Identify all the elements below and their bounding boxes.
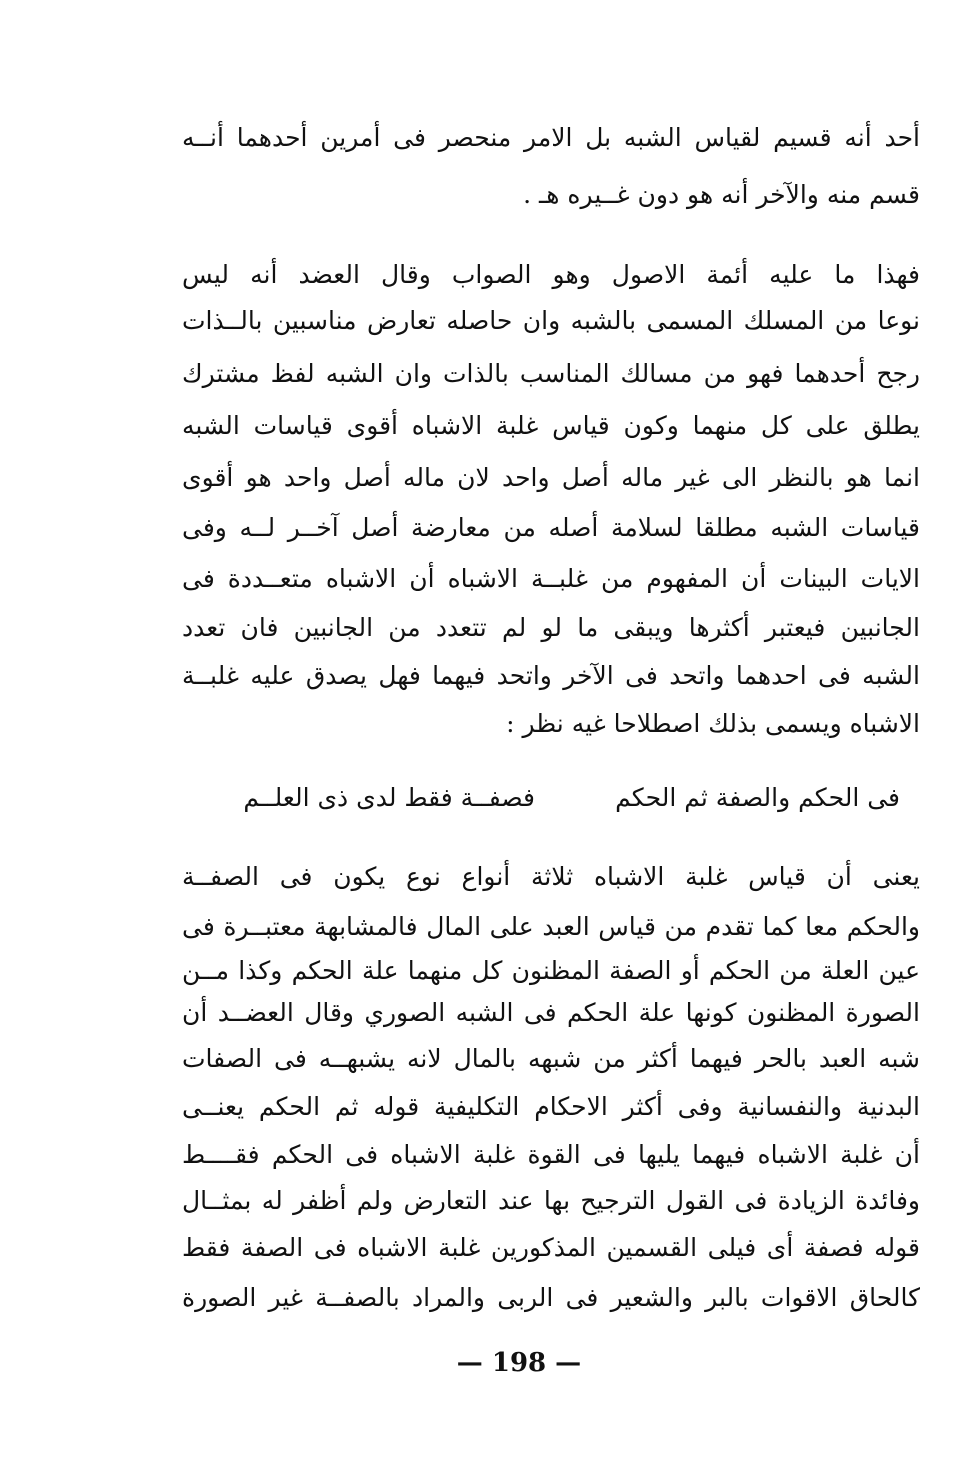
text-line: الجانبين فيعتبر أكثرها ويبقى ما لو لم تتعدد من الجانبين فان تعدد <box>182 613 920 642</box>
verse <box>200 776 900 820</box>
text-line: شبه العبد بالحر فيهما أكثر من شبهه بالمال لانه يشبهــه فى الصفات <box>182 1044 920 1073</box>
text-line: الايات البينات أن المفهوم من غلبــة الاشباه أن الاشباه متعــددة فى <box>182 564 920 593</box>
verse-first-hemistich: فى الحكم والصفة ثم الحكم <box>615 783 900 812</box>
text-line: الاشباه ويسمى بذلك اصطلاحا غيه نظر : <box>506 709 920 738</box>
text-line: كالحاق الاقوات بالبر والشعير فى الربى والمراد بالصفــة غير الصورة <box>182 1283 920 1312</box>
text-line: عين العلة من الحكم أو الصفة المظنون كل منهما علة الحكم وكذا مــن <box>182 956 920 985</box>
text-line: نوعا من المسلك المسمى بالشبه وان حاصله تعارض مناسبين بالــذات <box>182 306 920 335</box>
text-line: وفائدة الزيادة فى القول الترجيح بها عند التعارض ولم أظفر له بمثــال <box>182 1186 920 1215</box>
text-line: البدنية والنفسانية وفى أكثر الاحكام التكليفية قوله ثم الحكم يعنــى <box>182 1092 920 1121</box>
text-line: الصورة المظنون كونها علة الحكم فى الشبه الصوري وقال العضــد أن <box>182 998 920 1027</box>
text-line: رجح أحدهما فهو من مسالك المناسب بالذات وان الشبه لفظ مشترك <box>182 359 920 388</box>
text-line: قسم منه والآخر أنه هو دون غــيره هـ . <box>523 180 920 209</box>
text-line: قوله فصفة أى فيلى القسمين المذكورين غلبة الاشباه فى الصفة فقط <box>182 1233 920 1262</box>
text-line: أن غلبة الاشباه فيهما يليها فى القوة غلبة الاشباه فى الحكم فقــــط <box>182 1140 920 1169</box>
text-line: انما هو بالنظر الى غير ماله أصل واحد لان ماله أصل واحد هو أقوى <box>182 463 920 492</box>
verse-second-hemistich: فصفــة فقط لدى ذى العلــم <box>243 783 535 812</box>
page-number: — 198 — <box>456 1348 582 1378</box>
text-line: أحد أنه قسيم لقياس الشبه بل الامر منحصر فى أمرين أحدهما أنــه <box>182 123 920 152</box>
text-line: قياسات الشبه مطلقا لسلامة أصله من معارضة أصل آخــر لــه وفى <box>182 513 920 542</box>
text-line: يطلق على كل منهما وكون قياس غلبة الاشباه أقوى قياسات الشبه <box>182 411 920 440</box>
text-line: الشبه فى احدهما واتحد فى الآخر واتحد فيهما فهل يصدق عليه غلبــة <box>182 661 920 690</box>
text-line: فهذا ما عليه أئمة الاصول وهو الصواب وقال العضد أنه ليس <box>182 260 920 289</box>
text-line: يعنى أن قياس غلبة الاشباه ثلاثة أنواع نوع يكون فى الصفــة <box>182 862 920 891</box>
text-line: والحكم معا كما تقدم من قياس العبد على المال فالمشابهة معتبــرة فى <box>182 912 920 941</box>
